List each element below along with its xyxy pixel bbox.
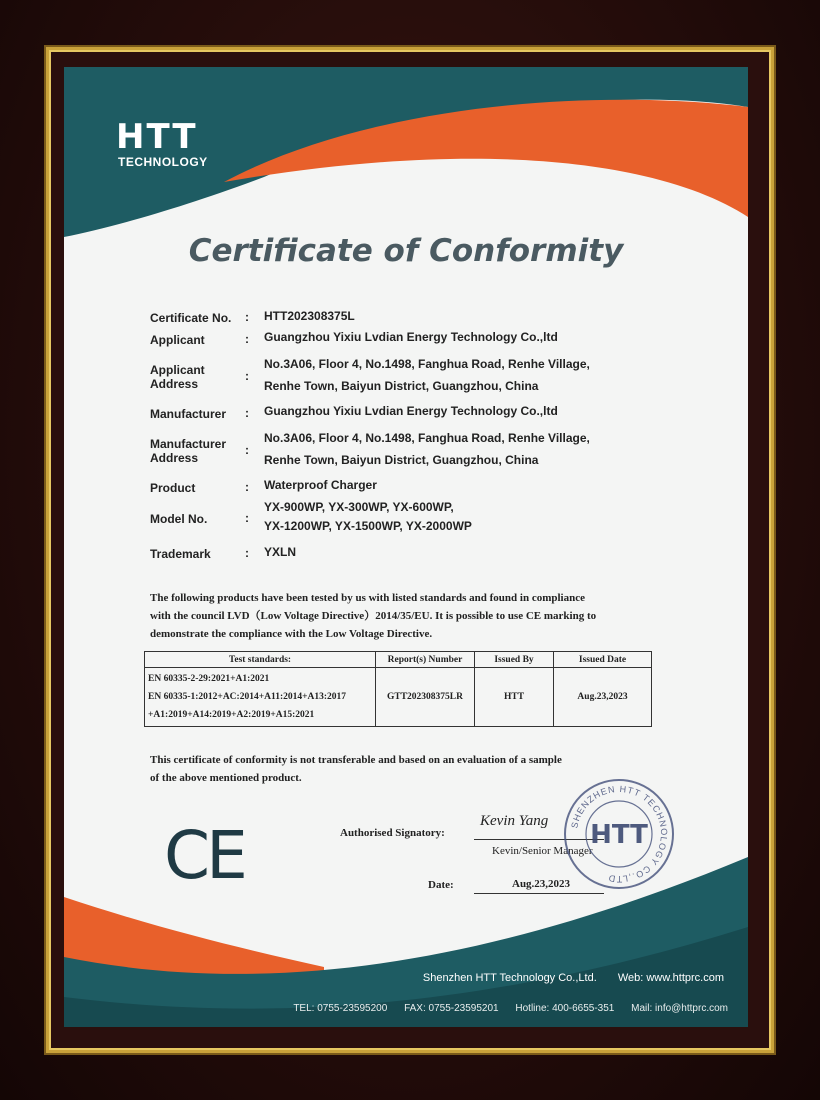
manufacturer-address-label-1: Manufacturer [150, 437, 227, 451]
applicant-address-line-1: No.3A06, Floor 4, No.1498, Fanghua Road, Renhe Village, [264, 357, 590, 371]
ce-mark: CE [164, 817, 244, 894]
footer-tel: TEL: 0755-23595200 [293, 1003, 388, 1014]
date-value: Aug.23,2023 [512, 878, 571, 890]
footer-fax: FAX: 0755-23595201 [404, 1003, 499, 1014]
colon: : [245, 369, 249, 383]
report-number-cell: GTT202308375LR [376, 668, 475, 727]
trademark-value: YXLN [264, 545, 297, 559]
colon: : [245, 546, 249, 560]
transfer-note-line-2: of the above mentioned product. [150, 772, 302, 784]
table-header-row [145, 652, 652, 668]
footer-company-line [64, 972, 724, 984]
table-row [145, 668, 652, 727]
product-label: Product [150, 481, 196, 495]
statement-line-1: The following products have been tested by us with listed standards and found in compliance [150, 592, 585, 604]
applicant-address-line-2: Renhe Town, Baiyun District, Guangzhou, China [264, 379, 539, 393]
test-standards-table [144, 651, 652, 727]
model-no-label: Model No. [150, 512, 208, 526]
handwritten-signature: Kevin Yang [480, 813, 549, 829]
header-report-number: Report(s) Number [376, 652, 475, 668]
header-test-standards: Test standards: [145, 652, 376, 668]
date-line [474, 893, 604, 894]
svg-text:SHENZHEN HTT TECHNOLOGY CO.,LT: SHENZHEN HTT TECHNOLOGY CO.,LTD [569, 783, 670, 885]
header-issued-by: Issued By [475, 652, 554, 668]
standard-line: +A1:2019+A14:2019+A2:2019+A15:2021 [148, 710, 315, 720]
manufacturer-address-line-2: Renhe Town, Baiyun District, Guangzhou, China [264, 453, 539, 467]
trademark-label: Trademark [150, 547, 211, 561]
applicant-label: Applicant [150, 333, 205, 347]
issued-date-cell: Aug.23,2023 [554, 668, 652, 727]
model-no-line-2: YX-1200WP, YX-1500WP, YX-2000WP [264, 519, 472, 533]
applicant-address-label-2: Address [150, 377, 199, 391]
signatory-label: Authorised Signatory: [340, 827, 445, 839]
colon: : [245, 443, 249, 457]
applicant-address-label-1: Applicant [150, 363, 205, 377]
certificate-title: Certificate of Conformity [188, 233, 624, 269]
manufacturer-address-label-2: Address [150, 451, 199, 465]
certificate-no-value: HTT202308375L [264, 309, 355, 323]
footer-web: Web: www.httprc.com [617, 972, 724, 984]
manufacturer-value: Guangzhou Yixiu Lvdian Energy Technology Co.,ltd [264, 404, 558, 418]
standard-line: EN 60335-1:2012+AC:2014+A11:2014+A13:2017 [148, 692, 347, 702]
applicant-value: Guangzhou Yixiu Lvdian Energy Technology Co.,ltd [264, 330, 558, 344]
footer-mail: Mail: info@httprc.com [631, 1003, 728, 1014]
footer-company: Shenzhen HTT Technology Co.,Ltd. [422, 972, 597, 984]
date-label: Date: [428, 879, 454, 891]
standards-cell [145, 668, 376, 727]
logo-subtitle: TECHNOLOGY [118, 155, 208, 169]
certificate-no-label: Certificate No. [150, 311, 232, 325]
standard-line: EN 60335-2-29:2021+A1:2021 [148, 674, 270, 684]
applicant-address-label [150, 363, 205, 391]
header-issued-date: Issued Date [554, 652, 652, 668]
manufacturer-address-label [150, 437, 226, 465]
statement-line-2: with the council LVD（Low Voltage Directive）2014/35/EU. It is possible to use CE marking to [150, 610, 597, 622]
colon: : [245, 332, 249, 346]
footer-hotline: Hotline: 400-6655-351 [515, 1003, 615, 1014]
applicant-address-value [264, 353, 590, 397]
statement-line-3: demonstrate the compliance with the Low Voltage Directive. [150, 628, 433, 640]
colon: : [245, 310, 249, 324]
colon: : [245, 480, 249, 494]
product-value: Waterproof Charger [264, 478, 377, 492]
manufacturer-label: Manufacturer [150, 407, 227, 421]
logo-name: HTT [116, 117, 198, 157]
signatory-name-title: Kevin/Senior Manager [492, 845, 593, 857]
htt-logo [116, 119, 208, 169]
model-no-line-1: YX-900WP, YX-300WP, YX-600WP, [264, 500, 454, 514]
company-seal [562, 777, 676, 891]
transfer-note-line-1: This certificate of conformity is not transferable and based on an evaluation of a sample [150, 754, 562, 766]
svg-text:HTT: HTT [590, 820, 648, 850]
manufacturer-address-value [264, 427, 590, 471]
issued-by-cell: HTT [475, 668, 554, 727]
model-no-value [264, 498, 472, 536]
manufacturer-address-line-1: No.3A06, Floor 4, No.1498, Fanghua Road, Renhe Village, [264, 431, 590, 445]
colon: : [245, 511, 249, 525]
footer-contact-line [64, 1003, 728, 1014]
compliance-statement [150, 589, 670, 643]
certificate-paper [64, 67, 748, 1027]
colon: : [245, 406, 249, 420]
